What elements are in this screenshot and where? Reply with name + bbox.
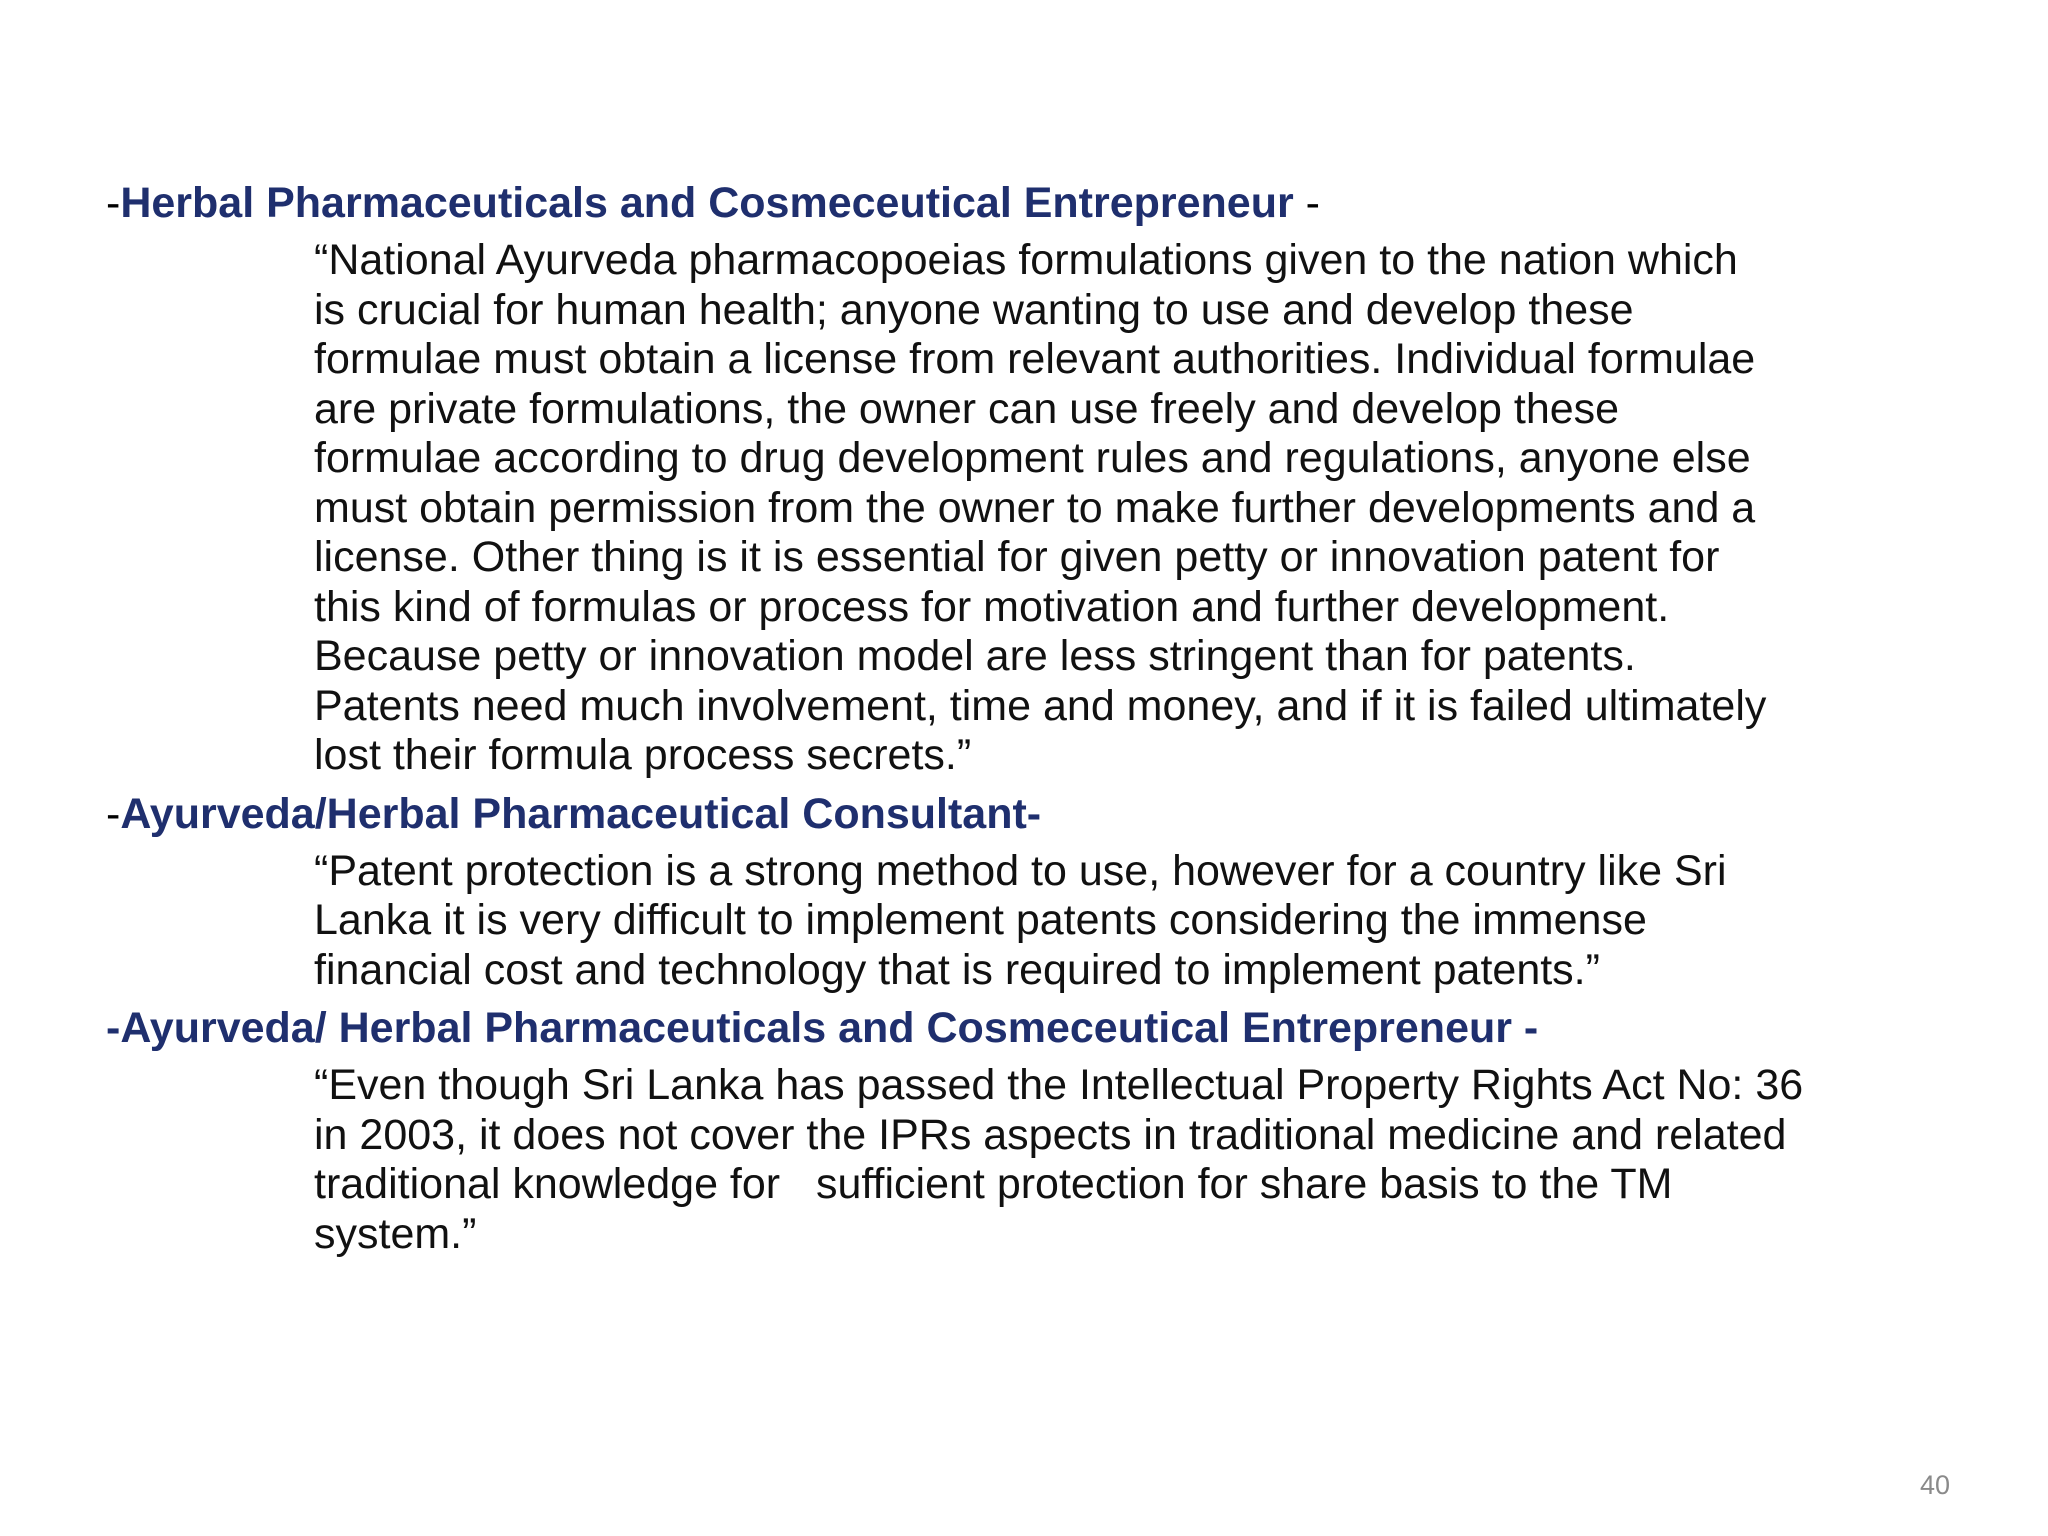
section-heading-2 (106, 789, 2006, 839)
heading-prefix: - (106, 789, 121, 838)
heading-role: -Ayurveda/ Herbal Pharmaceuticals and Cosmeceutical Entrepreneur - (106, 1004, 1539, 1052)
quote-1: “National Ayurveda pharmacopoeias formulations given to the nation which is crucial for human health; anyone wanting to use and develop these formulae must obtain a license from relevant authorities. Individual formulae are private formulations, the owner can use freely and develop these formulae according to drug development rules and regulations, anyone else must obtain permission from the owner to make further developments and a license. Other thing is it is essential for given petty or innovation patent for this kind of formulas or process for motivation and further development. Because petty or innovation model are less stringent than for patents. Patents need much involvement, time and money, and if it is failed ultimately lost their formula process secrets.” (314, 236, 1767, 779)
slide-content (106, 178, 2006, 1267)
heading-prefix: - (106, 179, 121, 227)
section-heading-1 (106, 178, 2006, 228)
quote-3: “Even though Sri Lanka has passed the Intellectual Property Rights Act No: 36 in 2003, it does not cover the IPRs aspects in traditional medicine and related traditional knowledge for sufficient protection for share basis to the TM system.” (314, 1061, 1804, 1258)
page-number: 40 (1919, 1470, 1950, 1500)
heading-role: Herbal Pharmaceuticals and Cosmeceutical Entrepreneur (120, 179, 1294, 227)
section-heading-3 (106, 1003, 2006, 1053)
heading-role: Ayurveda/Herbal Pharmaceutical Consultant- (120, 789, 1042, 838)
heading-suffix: - (1293, 179, 1320, 227)
quote-2: “Patent protection is a strong method to use, however for a country like Sri Lanka it is very difficult to implement patents considering the immense financial cost and technology that is required to implement patents.” (314, 846, 1727, 994)
